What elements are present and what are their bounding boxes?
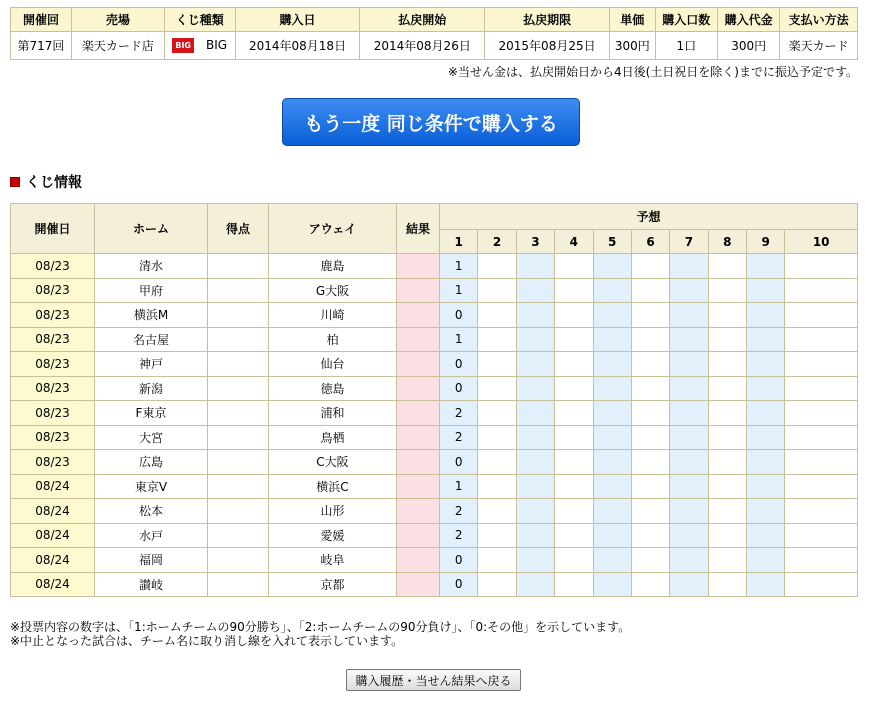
prediction-cell: 0 — [440, 352, 478, 377]
score — [208, 254, 269, 279]
prediction-cell — [747, 303, 785, 328]
prediction-cell — [708, 376, 746, 401]
prediction-cell — [593, 376, 631, 401]
home-team: 新潟 — [95, 376, 208, 401]
prediction-cell — [631, 327, 669, 352]
away-team: 鳥栖 — [269, 425, 397, 450]
prediction-cell — [631, 450, 669, 475]
prediction-cell — [747, 523, 785, 548]
score — [208, 523, 269, 548]
prediction-cell — [516, 352, 554, 377]
note-cancelled: ※中止となった試合は、チーム名に取り消し線を入れて表示しています。 — [10, 634, 404, 648]
prediction-cell — [593, 254, 631, 279]
away-team: 山形 — [269, 499, 397, 524]
score — [208, 425, 269, 450]
prediction-cell — [747, 327, 785, 352]
prediction-cell — [747, 401, 785, 426]
prediction-cell — [516, 425, 554, 450]
home-team: 清水 — [95, 254, 208, 279]
away-team: 柏 — [269, 327, 397, 352]
prediction-cell — [708, 254, 746, 279]
store: 楽天カード店 — [71, 32, 164, 60]
prediction-cell — [670, 254, 708, 279]
round: 第717回 — [11, 32, 72, 60]
prediction-cell — [516, 278, 554, 303]
result — [397, 352, 440, 377]
prediction-cell — [785, 499, 858, 524]
prediction-cell — [670, 376, 708, 401]
back-button[interactable]: 購入履歴・当せん結果へ戻る — [346, 669, 521, 691]
prediction-cell: 0 — [440, 572, 478, 597]
away-team: 愛媛 — [269, 523, 397, 548]
prediction-cell — [478, 474, 516, 499]
prediction-cell — [631, 401, 669, 426]
prediction-cell — [516, 376, 554, 401]
prediction-cell — [708, 499, 746, 524]
home-team: F東京 — [95, 401, 208, 426]
prediction-cell — [555, 572, 593, 597]
match-date: 08/23 — [11, 352, 95, 377]
prediction-cell — [593, 499, 631, 524]
prediction-cell — [631, 278, 669, 303]
prediction-cell: 1 — [440, 278, 478, 303]
prediction-cell — [478, 523, 516, 548]
match-date: 08/24 — [11, 499, 95, 524]
away-team: 浦和 — [269, 401, 397, 426]
prediction-cell: 0 — [440, 303, 478, 328]
prediction-cell — [516, 499, 554, 524]
home-team: 神戸 — [95, 352, 208, 377]
match-row — [11, 499, 858, 524]
away-team: 鹿島 — [269, 254, 397, 279]
home-team: 横浜M — [95, 303, 208, 328]
result — [397, 303, 440, 328]
unit-price: 300円 — [609, 32, 655, 60]
result — [397, 278, 440, 303]
result — [397, 450, 440, 475]
total: 300円 — [717, 32, 779, 60]
pred-col-header: 7 — [670, 230, 708, 254]
prediction-cell — [593, 474, 631, 499]
match-date: 08/23 — [11, 303, 95, 328]
away-team: G大阪 — [269, 278, 397, 303]
match-row — [11, 548, 858, 573]
match-date: 08/23 — [11, 278, 95, 303]
prediction-cell — [516, 327, 554, 352]
payout-note: ※当せん金は、払戻開始日から4日後(土日祝日を除く)までに振込予定です。 — [447, 65, 858, 79]
prediction-cell — [555, 450, 593, 475]
prediction-cell — [631, 499, 669, 524]
payout-deadline: 2015年08月25日 — [485, 32, 610, 60]
home-team: 福岡 — [95, 548, 208, 573]
prediction-cell — [708, 474, 746, 499]
result — [397, 499, 440, 524]
prediction-cell — [785, 425, 858, 450]
purchase-header: 支払い方法 — [780, 8, 858, 32]
prediction-cell — [555, 548, 593, 573]
type-label: BIG — [206, 38, 228, 52]
prediction-cell — [708, 401, 746, 426]
prediction-cell — [516, 523, 554, 548]
purchase-header: 開催回 — [11, 8, 72, 32]
score — [208, 376, 269, 401]
prediction-cell — [555, 523, 593, 548]
payout-start: 2014年08月26日 — [360, 32, 485, 60]
prediction-cell — [593, 327, 631, 352]
match-date: 08/23 — [11, 425, 95, 450]
home-team: 水戸 — [95, 523, 208, 548]
prediction-cell — [516, 401, 554, 426]
prediction-cell — [747, 548, 785, 573]
home-team: 讃岐 — [95, 572, 208, 597]
prediction-cell — [593, 303, 631, 328]
prediction-cell — [631, 548, 669, 573]
match-date: 08/23 — [11, 450, 95, 475]
header-away: アウェイ — [269, 204, 397, 254]
prediction-cell — [555, 376, 593, 401]
prediction-cell: 1 — [440, 474, 478, 499]
prediction-cell — [670, 474, 708, 499]
prediction-cell: 2 — [440, 523, 478, 548]
result — [397, 425, 440, 450]
note-vote: ※投票内容の数字は、「1:ホームチームの90分勝ち」、「2:ホームチームの90分負け」、「0:その他」を示しています。 — [10, 620, 631, 634]
result — [397, 523, 440, 548]
score — [208, 450, 269, 475]
pred-col-header: 2 — [478, 230, 516, 254]
prediction-cell — [593, 278, 631, 303]
prediction-cell — [708, 327, 746, 352]
prediction-cell — [747, 352, 785, 377]
prediction-cell — [593, 425, 631, 450]
prediction-cell — [631, 572, 669, 597]
prediction-cell — [708, 523, 746, 548]
away-team: 仙台 — [269, 352, 397, 377]
prediction-cell — [478, 499, 516, 524]
prediction-cell — [785, 376, 858, 401]
prediction-cell: 1 — [440, 254, 478, 279]
prediction-cell — [670, 425, 708, 450]
away-team: 京都 — [269, 572, 397, 597]
prediction-cell — [785, 278, 858, 303]
prediction-cell: 1 — [440, 327, 478, 352]
result — [397, 548, 440, 573]
prediction-cell — [593, 572, 631, 597]
header-score: 得点 — [208, 204, 269, 254]
match-row — [11, 327, 858, 352]
big-logo-icon: BIG — [172, 38, 194, 53]
prediction-cell — [478, 548, 516, 573]
prediction-cell — [747, 278, 785, 303]
prediction-cell — [555, 327, 593, 352]
pred-col-header: 4 — [555, 230, 593, 254]
prediction-cell — [670, 327, 708, 352]
purchase-header: 購入口数 — [655, 8, 717, 32]
prediction-cell — [555, 352, 593, 377]
pred-col-header: 9 — [747, 230, 785, 254]
purchase-header: 払戻期限 — [485, 8, 610, 32]
header-home: ホーム — [95, 204, 208, 254]
score — [208, 327, 269, 352]
score — [208, 499, 269, 524]
match-row — [11, 303, 858, 328]
purchase-header: 購入代金 — [717, 8, 779, 32]
lottery-type — [164, 32, 235, 60]
pred-col-header: 10 — [785, 230, 858, 254]
match-row — [11, 278, 858, 303]
red-square-icon — [10, 177, 20, 187]
away-team: 徳島 — [269, 376, 397, 401]
away-team: C大阪 — [269, 450, 397, 475]
prediction-cell — [708, 278, 746, 303]
prediction-cell — [631, 254, 669, 279]
prediction-cell — [747, 474, 785, 499]
result — [397, 254, 440, 279]
prediction-cell: 0 — [440, 376, 478, 401]
prediction-cell — [478, 278, 516, 303]
prediction-cell — [555, 278, 593, 303]
prediction-cell — [478, 376, 516, 401]
header-result: 結果 — [397, 204, 440, 254]
match-date: 08/23 — [11, 401, 95, 426]
match-date: 08/23 — [11, 376, 95, 401]
prediction-cell — [516, 474, 554, 499]
prediction-cell — [478, 254, 516, 279]
purchase-table — [10, 7, 858, 60]
match-row — [11, 376, 858, 401]
prediction-cell — [593, 352, 631, 377]
home-team: 松本 — [95, 499, 208, 524]
purchase-header: 払戻開始 — [360, 8, 485, 32]
prediction-cell — [516, 303, 554, 328]
prediction-cell — [785, 401, 858, 426]
match-row — [11, 572, 858, 597]
prediction-cell: 2 — [440, 401, 478, 426]
purchase-row — [11, 32, 858, 60]
pred-col-header: 8 — [708, 230, 746, 254]
score — [208, 474, 269, 499]
prediction-cell — [555, 499, 593, 524]
prediction-cell — [516, 450, 554, 475]
prediction-cell — [670, 572, 708, 597]
score — [208, 278, 269, 303]
prediction-cell — [593, 523, 631, 548]
prediction-cell — [631, 523, 669, 548]
prediction-cell — [478, 425, 516, 450]
prediction-cell — [785, 352, 858, 377]
kuji-table — [10, 203, 858, 597]
match-date: 08/23 — [11, 254, 95, 279]
prediction-cell — [708, 572, 746, 597]
match-row — [11, 352, 858, 377]
match-date: 08/23 — [11, 327, 95, 352]
prediction-cell — [478, 450, 516, 475]
prediction-cell — [785, 572, 858, 597]
prediction-cell — [785, 303, 858, 328]
match-date: 08/24 — [11, 523, 95, 548]
prediction-cell — [555, 474, 593, 499]
match-row — [11, 450, 858, 475]
prediction-cell — [747, 450, 785, 475]
result — [397, 401, 440, 426]
prediction-cell — [555, 254, 593, 279]
rebuy-button[interactable]: もう一度 同じ条件で購入する — [282, 98, 580, 146]
prediction-cell — [478, 352, 516, 377]
score — [208, 401, 269, 426]
prediction-cell — [785, 327, 858, 352]
prediction-cell — [747, 425, 785, 450]
prediction-cell — [747, 499, 785, 524]
prediction-cell — [631, 425, 669, 450]
home-team: 東京V — [95, 474, 208, 499]
prediction-cell: 2 — [440, 499, 478, 524]
prediction-cell — [708, 303, 746, 328]
pred-col-header: 5 — [593, 230, 631, 254]
result — [397, 376, 440, 401]
home-team: 大宮 — [95, 425, 208, 450]
match-date: 08/24 — [11, 548, 95, 573]
match-row — [11, 474, 858, 499]
prediction-cell — [785, 474, 858, 499]
prediction-cell — [478, 401, 516, 426]
section-title — [10, 172, 82, 192]
prediction-cell: 2 — [440, 425, 478, 450]
home-team: 名古屋 — [95, 327, 208, 352]
prediction-cell — [631, 303, 669, 328]
match-row — [11, 401, 858, 426]
score — [208, 572, 269, 597]
payment-method: 楽天カード — [780, 32, 858, 60]
prediction-cell — [670, 352, 708, 377]
away-team: 横浜C — [269, 474, 397, 499]
pred-col-header: 3 — [516, 230, 554, 254]
score — [208, 352, 269, 377]
prediction-cell — [747, 254, 785, 279]
prediction-cell — [516, 548, 554, 573]
prediction-cell — [785, 523, 858, 548]
result — [397, 327, 440, 352]
prediction-cell — [478, 572, 516, 597]
prediction-cell: 0 — [440, 548, 478, 573]
prediction-cell — [670, 548, 708, 573]
purchase-header: 購入日 — [235, 8, 360, 32]
prediction-cell — [631, 474, 669, 499]
prediction-cell — [593, 401, 631, 426]
prediction-cell — [555, 401, 593, 426]
prediction-cell — [747, 572, 785, 597]
header-date: 開催日 — [11, 204, 95, 254]
prediction-cell — [593, 548, 631, 573]
prediction-cell — [747, 376, 785, 401]
purchase-header: 単価 — [609, 8, 655, 32]
prediction-cell — [478, 327, 516, 352]
units: 1口 — [655, 32, 717, 60]
purchase-date: 2014年08月18日 — [235, 32, 360, 60]
prediction-cell — [670, 278, 708, 303]
prediction-cell — [670, 450, 708, 475]
purchase-header: 売場 — [71, 8, 164, 32]
notes — [10, 620, 630, 648]
purchase-header: くじ種類 — [164, 8, 235, 32]
prediction-cell — [708, 450, 746, 475]
pred-col-header: 6 — [631, 230, 669, 254]
prediction-cell — [785, 254, 858, 279]
prediction-cell — [708, 548, 746, 573]
prediction-cell — [785, 548, 858, 573]
prediction-cell — [555, 425, 593, 450]
match-row — [11, 523, 858, 548]
result — [397, 572, 440, 597]
away-team: 川崎 — [269, 303, 397, 328]
match-row — [11, 425, 858, 450]
prediction-cell — [478, 303, 516, 328]
prediction-cell — [516, 572, 554, 597]
home-team: 広島 — [95, 450, 208, 475]
prediction-cell — [670, 523, 708, 548]
prediction-cell — [631, 376, 669, 401]
prediction-cell: 0 — [440, 450, 478, 475]
pred-col-header: 1 — [440, 230, 478, 254]
prediction-cell — [708, 352, 746, 377]
prediction-cell — [670, 499, 708, 524]
prediction-cell — [670, 401, 708, 426]
prediction-cell — [670, 303, 708, 328]
prediction-cell — [631, 352, 669, 377]
result — [397, 474, 440, 499]
prediction-cell — [785, 450, 858, 475]
match-row — [11, 254, 858, 279]
home-team: 甲府 — [95, 278, 208, 303]
score — [208, 303, 269, 328]
prediction-cell — [593, 450, 631, 475]
section-title-text: くじ情報 — [26, 175, 82, 191]
match-date: 08/24 — [11, 572, 95, 597]
match-date: 08/24 — [11, 474, 95, 499]
header-prediction: 予想 — [440, 204, 858, 230]
away-team: 岐阜 — [269, 548, 397, 573]
score — [208, 548, 269, 573]
prediction-cell — [708, 425, 746, 450]
prediction-cell — [516, 254, 554, 279]
prediction-cell — [555, 303, 593, 328]
